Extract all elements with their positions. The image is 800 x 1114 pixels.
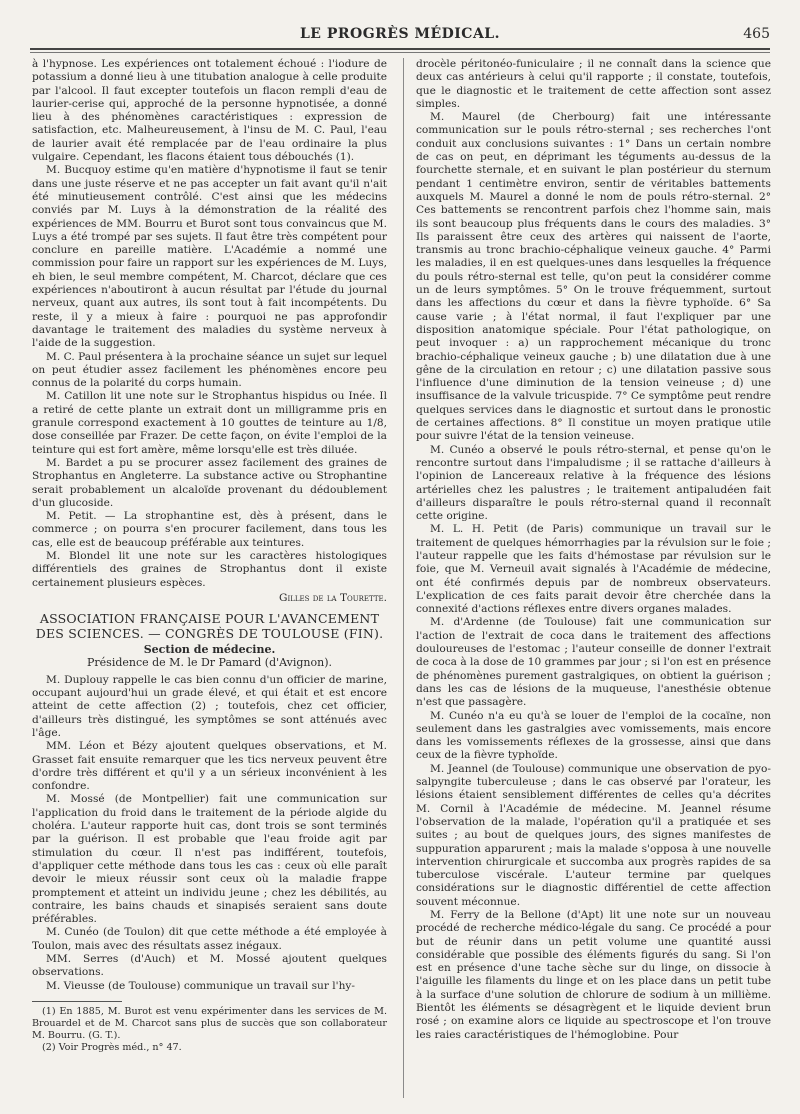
paragraph: M. C. Paul présentera à la prochaine séance un sujet sur lequel on peut étudier assez facilement les phénomènes encore peu connus de la polarité du corps humain.: [32, 350, 387, 390]
column-divider: [403, 58, 404, 1098]
page-number: 465: [743, 26, 770, 42]
paragraph: M. Jeannel (de Toulouse) communique une observation de pyo-salpyngite tuberculeuse ; dans le cas observé par l'orateur, les lésions étaient sensiblement différentes de celles qu'a décrites M. Cornil à l'Académie de médecine. M. Jeannel résume l'observation de la malade, l'opération qu'il a pratiquée et ses suites ; au bout de quelques jours, des signes manifestes de suppuration apparurent ; mais la malade s'opposa à une nouvelle intervention chirurgicale et succomba aux progrès rapides de sa tuberculose viscérale. L'auteur termine par quelques considérations sur le diagnostic différentiel de cette affection souvent méconnue.: [416, 762, 771, 908]
section-title: ASSOCIATION FRANÇAISE POUR L'AVANCEMENT DES SCIENCES. — CONGRÈS DE TOULOUSE (FIN).: [35, 611, 384, 642]
paragraph: M. Cunéo n'a eu qu'à se louer de l'emploi de la cocaïne, non seulement dans les gastralgies avec vomissements, mais encore dans les vomissements réflexes de la grossesse, ainsi que dans ceux de la fièvre typhoïde.: [416, 709, 771, 762]
header-rule: [30, 48, 770, 53]
footnote-rule: [32, 1001, 122, 1002]
paragraph: M. Petit. — La strophantine est, dès à présent, dans le commerce ; on pourra s'en procurer facilement, dans tous les cas, elle est de beaucoup préférable aux teintures.: [32, 510, 387, 549]
presidency-line: Présidence de M. le Dr Pamard (d'Avignon).: [87, 656, 332, 670]
paragraph: MM. Léon et Bézy ajoutent quelques observations, et M. Grasset fait ensuite remarquer que les tics nerveux peuvent être d'ordre très différent et qu'il y a un sérieux inconvénient à les confondre.: [32, 740, 387, 793]
paragraph: à l'hypnose. Les expériences ont totalement échoué : l'iodure de potassium a donné lieu à une titubation analogue à celle produite par l'alcool. Il faut excepter toutefois un flacon rempli d'eau de laurier-cerise qui, approché de la personne hypnotisée, a donné lieu à des phénomènes caractéristiques : expression de satisfaction, etc. Malheureusement, à l'insu de M. C. Paul, l'eau de laurier avait été remplacée par de l'eau ordinaire la plus vulgaire. Cependant, les flacons étaient tous débouchés (1).: [32, 58, 387, 164]
paragraph: M. Cunéo (de Toulon) dit que cette méthode a été employée à Toulon, mais avec des résultats assez inégaux.: [32, 926, 387, 952]
paragraph: M. Catillon lit une note sur le Strophantus hispidus ou Inée. Il a retiré de cette plante un extrait dont un milligramme pris en granule correspond exactement à 10 gouttes de teinture au 1/8, dose conseillée par Frazer. De cette façon, on évite l'emploi de la teinture qui est fort amère, même lorsqu'elle est très diluée.: [32, 390, 387, 456]
paragraph: M. Cunéo a observé le pouls rétro-sternal, et pense qu'on le rencontre surtout dans l'impaludisme ; il se rattache d'ailleurs à l'opinion de Lancereaux relative à la fréquence des lésions artérielles chez les palustres ; le traitement antipaludéen fait d'ailleurs disparaître le pouls rétro-sternal quand il reconnaît cette origine.: [416, 443, 771, 523]
paragraph: M. Blondel lit une note sur les caractères histologiques différentiels des graines de Strophantus dont il existe certainement plusieurs espèces.: [32, 549, 387, 589]
paragraph: M. Bucquoy estime qu'en matière d'hypnotisme il faut se tenir dans une juste réserve et ne pas accepter un fait avant qu'il n'ait été minutieusement contrôlé. C'est ainsi que les médecins conviés par M. Luys à la démonstration de la réalité des expériences de MM. Bourru et Burot sont tous convaincus que M. Luys a été trompé par ses sujets. Il faut être très compétent pour conclure en pareille matière. L'Académie a nommé une commission pour faire un rapport sur les expériences de M. Luys, eh bien, le seul membre compétent, M. Charcot, déclare que ces expériences n'aboutiront à aucun résultat par l'étude du journal nerveux, quant aux autres, ils sont tout à fait incompétents. Du reste, il y a mieux à faire : pourquoi ne pas approfondir davantage le traitement des maladies du système nerveux à l'aide de la suggestion.: [32, 164, 387, 350]
section-subtitle: Section de médecine.: [143, 643, 276, 657]
paragraph: M. Bardet a pu se procurer assez facilement des graines de Strophantus en Angleterre. La substance active ou Strophantine serait probablement un alcaloïde provenant du dédoublement d'un glucoside.: [32, 456, 387, 509]
footnote: (2) Voir Progrès méd., n° 47.: [42, 1041, 182, 1053]
paragraph: drocèle péritonéo-funiculaire ; il ne connaît dans la science que deux cas antérieurs à celui qu'il rapporte ; il constate, toutefois, que le diagnostic et le traitement de cette affection sont assez simples.: [416, 58, 771, 110]
paragraph: M. Duplouy rappelle le cas bien connu d'un officier de marine, occupant aujourd'hui un grade élevé, et qui était et est encore atteint de cette affection (2) ; toutefois, chez cet officier, d'ailleurs très distingué, les symptômes se sont atténués avec l'âge.: [32, 673, 387, 739]
author-signature: Gilles de la Tourette.: [279, 591, 387, 604]
paragraph: M. Vieusse (de Toulouse) communique un travail sur l'hy-: [46, 979, 355, 992]
paragraph: MM. Serres (d'Auch) et M. Mossé ajoutent quelques observations.: [32, 953, 387, 979]
right-column: [416, 58, 771, 1042]
paragraph: M. d'Ardenne (de Toulouse) fait une communication sur l'action de l'extrait de coca dans le traitement des affections douloureuses de l'estomac ; l'auteur conseille de donner l'extrait de coca à la dose de 10 grammes par jour ; si l'on est en présence de phénomènes purement gastralgiques, on obtient la guérison ; dans les cas de lésions de la muqueuse, l'anesthésie obtenue n'est que passagère.: [416, 616, 772, 709]
paragraph: M. Ferry de la Bellone (d'Apt) lit une note sur un nouveau procédé de recherche médico-légale du sang. Ce procédé a pour but de réunir dans un petit volume une quantité aussi considérable que possible des éléments figurés du sang. Si l'on est en présence d'une tache sèche sur du linge, on dissocie à l'aiguille les filaments du linge et on les place dans un petit tube à la surface d'une solution de chlorure de sodium à un millième. Bientôt les éléments se désagrègent et le liquide devient brun rosé ; on examine alors ce liquide au spectroscope et l'on trouve les raies caractéristiques de l'hémoglobine. Pour: [416, 909, 771, 1041]
page-header: [30, 26, 770, 48]
paragraph: M. Maurel (de Cherbourg) fait une intéressante communication sur le pouls rétro-sternal ; ses recherches l'ont conduit aux conclusions suivantes : 1° Dans un certain nombre de cas on peut, en déprimant les téguments au-dessus de la fourchette sternale, et en suivant le plan postérieur du sternum pendant 1 centimètre environ, sentir de véritables battements auxquels M. Maurel a donné le nom de pouls rétro-sternal. 2° Ces battements se rencontrent parfois chez l'homme sain, mais ils sont beaucoup plus fréquents dans le cours des maladies. 3° Ils paraissent être ceux des artères qui naissent de l'aorte, transmis au tronc brachio-céphalique veineux gauche. 4° Parmi les maladies, il en est quelques-unes dans lesquelles la fréquence du pouls rétro-sternal est telle, qu'on peut la considérer comme un de leurs symptômes. 5° On le trouve fréquemment, surtout dans les affections du cœur et dans la fièvre typhoïde. 6° Sa cause varie ; à l'état normal, il faut l'expliquer par une disposition anatomique spéciale. Pour l'état pathologique, on peut invoquer : a) un rapprochement mécanique du tronc brachio-céphalique veineux gauche ; b) une dilatation due à une gêne de la circulation en retour ; c) une dilatation passive sous l'influence d'une diminution de la tension veineuse ; d) une insuffisance de la valvule tricuspide. 7° Ce symptôme peut rendre quelques services dans le diagnostic et surtout dans le pronostic de certaines affections. 8° Il constitue un moyen pratique utile pour suivre l'état de la tension veineuse.: [416, 111, 771, 443]
running-title: LE PROGRÈS MÉDICAL.: [299, 26, 501, 42]
paragraph: M. L. H. Petit (de Paris) communique un travail sur le traitement de quelques hémorrhagies par la révulsion sur le foie ; l'auteur rappelle que les faits d'hémostase par révulsion sur le foie, que M. Verneuil avait signalés à l'Académie de médecine, ont été confirmés depuis par de nombreux observateurs. L'explication de ces faits parait devoir être cherchée dans la connexité d'actions réflexes entre divers organes malades.: [416, 523, 771, 616]
footnote: (1) En 1885, M. Burot est venu expérimenter dans les services de M. Brouardel et de M. Charcot sans plus de succès que son collaborateur M. Bourru. (G. T.).: [32, 1005, 387, 1041]
left-column: [32, 58, 387, 1054]
paragraph: M. Mossé (de Montpellier) fait une communication sur l'application du froid dans le traitement de la période algide du choléra. L'auteur rapporte huit cas, dont trois se sont terminés par la guérison. Il est probable que l'eau froide agit par stimulation du cœur. Il n'est pas indifférent, toutefois, d'appliquer cette méthode dans tous les cas : ceux où elle paraît devoir le mieux réussir sont ceux où la maladie frappe promptement et atteint un individu jeune ; chez les débilités, au contraire, les bains chauds et sinapisés seraient sans doute préférables.: [32, 793, 387, 926]
